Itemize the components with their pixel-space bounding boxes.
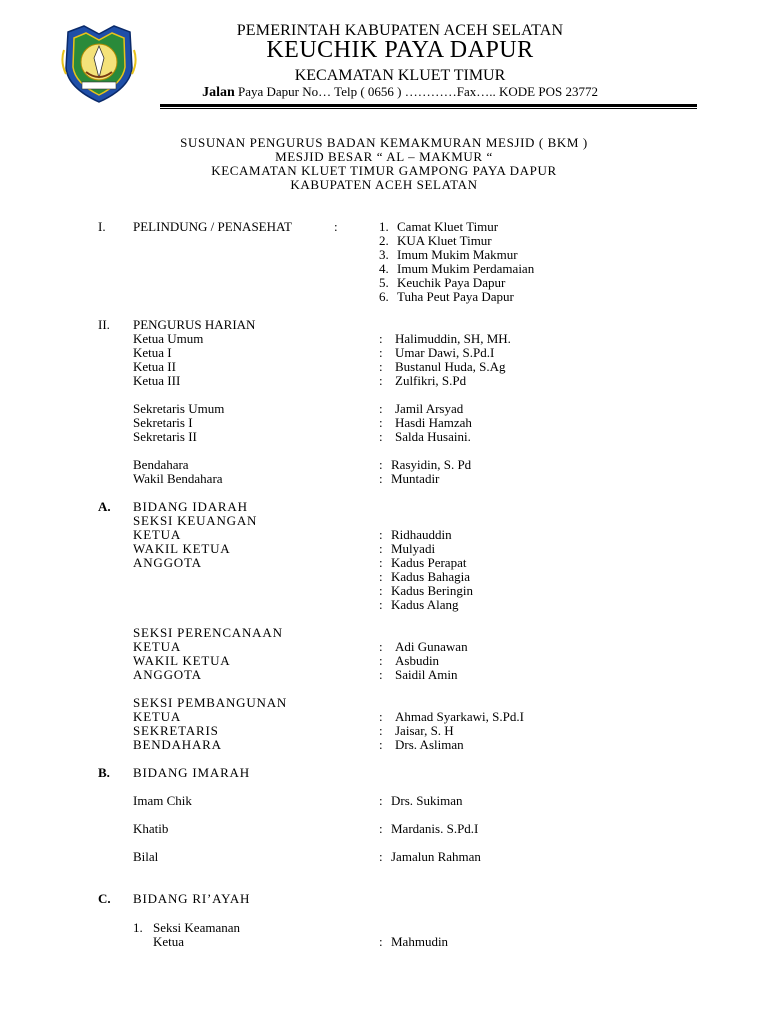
member-name: Kadus Beringin [391, 583, 473, 598]
subsection-heading: SEKSI PERENCANAAN [133, 625, 283, 640]
role-label: Wakil Bendahara [133, 471, 223, 486]
member-name: Jamalun Rahman [391, 849, 481, 864]
member-name: Jaisar, S. H [395, 723, 454, 738]
list-item: KUA Kluet Timur [397, 233, 492, 248]
role-label: Sekretaris Umum [133, 401, 225, 416]
colon: : [379, 401, 383, 416]
document-title-line-4: KABUPATEN ACEH SELATAN [290, 177, 478, 192]
list-item: Camat Kluet Timur [397, 219, 499, 234]
colon: : [379, 723, 383, 738]
role-label: WAKIL KETUA [133, 653, 231, 668]
member-name: Mardanis. S.Pd.I [391, 821, 479, 836]
section-heading: BIDANG IMARAH [133, 765, 250, 780]
section-heading: PELINDUNG / PENASEHAT [133, 219, 292, 234]
colon: : [379, 849, 383, 864]
subsection-heading: SEKSI KEUANGAN [133, 513, 258, 528]
address-text: Paya Dapur No… Telp ( 0656 ) …………Fax….. KODE POS 23772 [234, 84, 598, 99]
section-number: II. [98, 317, 110, 332]
member-name: Saidil Amin [395, 667, 458, 682]
section-number: C. [98, 891, 111, 906]
letterhead-divider [160, 104, 697, 109]
section-heading: BIDANG IDARAH [133, 499, 248, 514]
colon: : [379, 555, 383, 570]
role-label: BENDAHARA [133, 737, 222, 752]
member-name: Adi Gunawan [395, 639, 468, 654]
role-label: KETUA [133, 527, 182, 542]
colon: : [379, 359, 383, 374]
role-label: Khatib [133, 821, 169, 836]
member-name: Kadus Bahagia [391, 569, 471, 584]
document-title-line-2: MESJID BESAR “ AL – MAKMUR “ [275, 149, 493, 164]
role-label: SEKRETARIS [133, 723, 219, 738]
member-name: Bustanul Huda, S.Ag [395, 359, 506, 374]
header-village-name: KEUCHIK PAYA DAPUR [266, 37, 534, 63]
list-item: Imum Mukim Makmur [397, 247, 518, 262]
member-name: Kadus Perapat [391, 555, 467, 570]
colon: : [334, 219, 338, 234]
role-label: Ketua Umum [133, 331, 204, 346]
list-item-number: 2. [379, 233, 389, 248]
member-name: Hasdi Hamzah [395, 415, 472, 430]
colon: : [379, 653, 383, 668]
member-name: Ridhauddin [391, 527, 452, 542]
list-item: Imum Mukim Perdamaian [397, 261, 535, 276]
member-name: Salda Husaini. [395, 429, 471, 444]
colon: : [379, 793, 383, 808]
colon: : [379, 457, 383, 472]
header-address [150, 84, 650, 101]
subsection-heading: SEKSI PEMBANGUNAN [133, 695, 288, 710]
section-number: B. [98, 765, 110, 780]
colon: : [379, 541, 383, 556]
member-name: Umar Dawi, S.Pd.I [395, 345, 495, 360]
colon: : [379, 569, 383, 584]
regency-emblem-logo [60, 22, 138, 104]
address-label: Jalan [202, 85, 235, 100]
role-label: Ketua I [133, 345, 172, 360]
colon: : [379, 345, 383, 360]
colon: : [379, 639, 383, 654]
list-item-number: 1. [379, 219, 389, 234]
colon: : [379, 331, 383, 346]
list-item: Tuha Peut Paya Dapur [397, 289, 514, 304]
member-name: Mahmudin [391, 934, 449, 949]
section-heading: BIDANG RI’AYAH [133, 891, 251, 906]
member-name: Halimuddin, SH, MH. [395, 331, 511, 346]
member-name: Zulfikri, S.Pd [395, 373, 467, 388]
colon: : [379, 527, 383, 542]
role-label: Sekretaris I [133, 415, 193, 430]
colon: : [379, 709, 383, 724]
list-item-number: 3. [379, 247, 389, 262]
subsection-number: 1. [133, 920, 143, 935]
member-name: Jamil Arsyad [395, 401, 464, 416]
colon: : [379, 583, 383, 598]
member-name: Drs. Sukiman [391, 793, 463, 808]
colon: : [379, 373, 383, 388]
section-number: A. [98, 499, 111, 514]
role-label: ANGGOTA [133, 667, 202, 682]
role-label: Imam Chik [133, 793, 192, 808]
colon: : [379, 471, 383, 486]
role-label: Ketua [153, 934, 185, 949]
role-label: Bilal [133, 849, 159, 864]
subsection-heading: Seksi Keamanan [153, 920, 241, 935]
member-name: Kadus Alang [391, 597, 459, 612]
document-title-line-3: KECAMATAN KLUET TIMUR GAMPONG PAYA DAPUR [211, 163, 557, 178]
section-heading: PENGURUS HARIAN [133, 317, 256, 332]
member-name: Asbudin [395, 653, 440, 668]
member-name: Rasyidin, S. Pd [391, 457, 472, 472]
list-item-number: 4. [379, 261, 389, 276]
colon: : [379, 737, 383, 752]
colon: : [379, 934, 383, 949]
role-label: Ketua II [133, 359, 176, 374]
member-name: Ahmad Syarkawi, S.Pd.I [395, 709, 524, 724]
role-label: Sekretaris II [133, 429, 197, 444]
role-label: KETUA [133, 639, 182, 654]
role-label: Ketua III [133, 373, 181, 388]
document-title-line-1: SUSUNAN PENGURUS BADAN KEMAKMURAN MESJID ( BKM ) [180, 135, 588, 150]
role-label: ANGGOTA [133, 555, 202, 570]
role-label: KETUA [133, 709, 182, 724]
member-name: Drs. Asliman [395, 737, 464, 752]
role-label: WAKIL KETUA [133, 541, 231, 556]
colon: : [379, 821, 383, 836]
colon: : [379, 597, 383, 612]
role-label: Bendahara [133, 457, 189, 472]
header-district-name: KECAMATAN KLUET TIMUR [294, 67, 506, 84]
colon: : [379, 429, 383, 444]
list-item-number: 6. [379, 289, 389, 304]
list-item: Keuchik Paya Dapur [397, 275, 506, 290]
colon: : [379, 415, 383, 430]
section-number: I. [98, 219, 106, 234]
list-item-number: 5. [379, 275, 389, 290]
member-name: Mulyadi [391, 541, 436, 556]
member-name: Muntadir [391, 471, 440, 486]
colon: : [379, 667, 383, 682]
header-government-name: PEMERINTAH KABUPATEN ACEH SELATAN [236, 22, 564, 39]
